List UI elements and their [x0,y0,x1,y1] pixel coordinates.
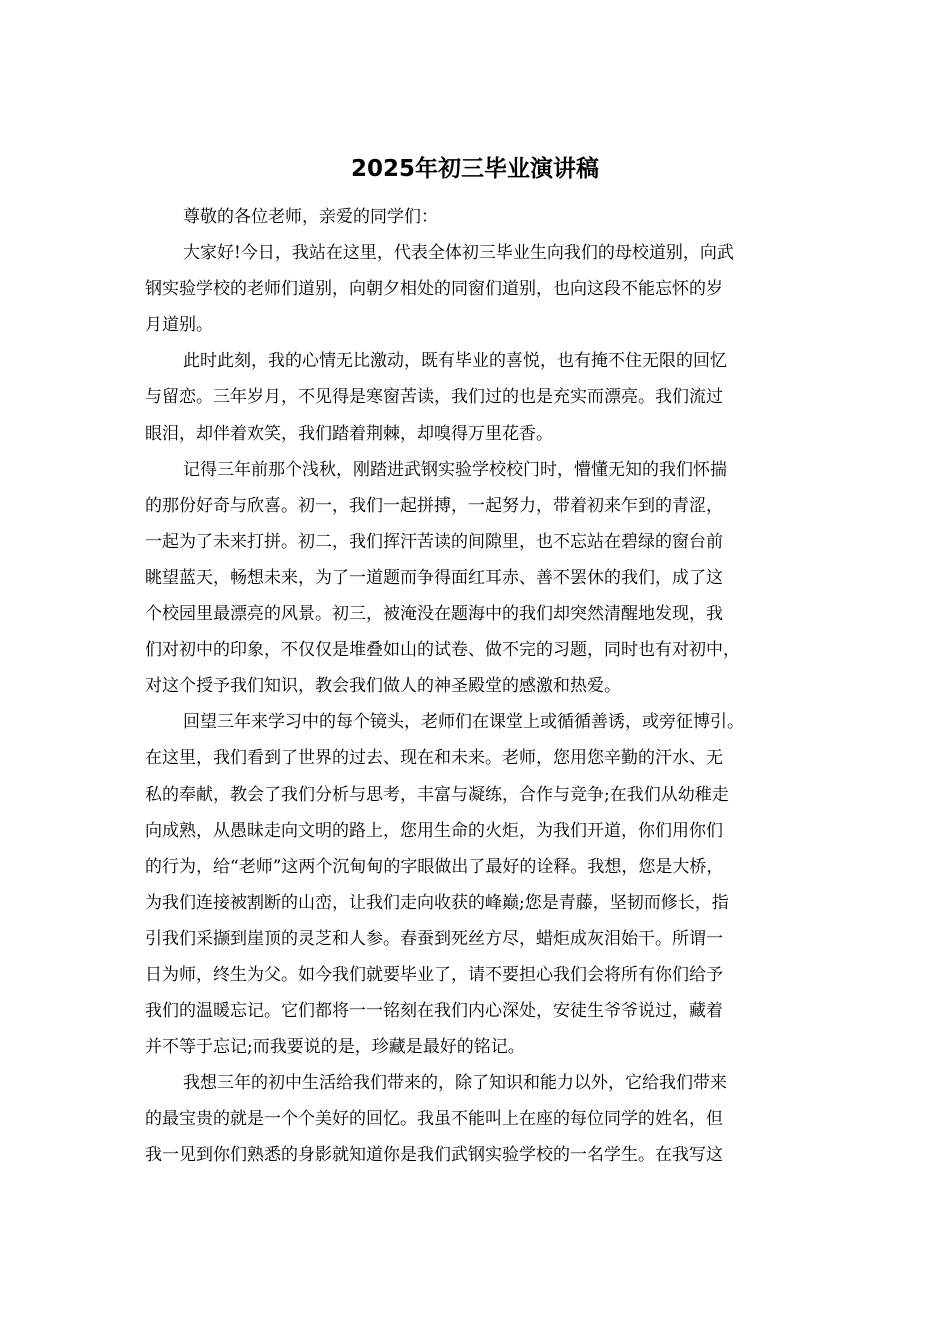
text-line: 对这个授予我们知识，教会我们做人的神圣殿堂的感激和热爱。 [145,676,621,697]
text-line: 一起为了未来打拼。初二，我们挥汗苦读的间隙里，也不忘站在碧绿的窗台前 [145,531,723,552]
text-line: 的行为，给“老师”这两个沉甸甸的字眼做出了最好的诠释。我想，您是大桥， [145,856,724,877]
text-line: 此时此刻，我的心情无比激动，既有毕业的喜悦，也有掩不住无限的回忆 [183,351,727,372]
text-line: 为我们连接被割断的山峦，让我们走向收获的峰巅;您是青藤，坚韧而修长，指 [145,892,729,913]
text-line: 与留恋。三年岁月，不见得是寒窗苦读，我们过的也是充实而漂亮。我们流过 [145,387,723,408]
text-line: 回望三年来学习中的每个镜头，老师们在课堂上或循循善诱，或旁征博引。 [183,712,744,733]
text-line: 日为师，终生为父。如今我们就要毕业了，请不要担心我们会将所有你们给予 [145,964,723,985]
text-line: 我们的温暖忘记。它们都将一一铭刻在我们内心深处，安徒生爷爷说过，藏着 [145,1001,723,1022]
text-line: 引我们采撷到崖顶的灵芝和人参。春蚕到死丝方尽，蜡炬成灰泪始干。所谓一 [145,928,723,949]
document-body [145,199,825,1174]
text-line: 的那份好奇与欣喜。初一，我们一起拼搏，一起努力，带着初来乍到的青涩， [145,495,723,516]
text-line: 们对初中的印象，不仅仅是堆叠如山的试卷、做不完的习题，同时也有对初中， [145,640,740,661]
text-line: 的最宝贵的就是一个个美好的回忆。我虽不能叫上在座的每位同学的姓名，但 [145,1109,723,1130]
text-line: 记得三年前那个浅秋，刚踏进武钢实验学校校门时，懵懂无知的我们怀揣 [183,459,727,480]
text-line: 钢实验学校的老师们道别，向朝夕相处的同窗们道别，也向这段不能忘怀的岁 [145,279,723,300]
text-line: 个校园里最漂亮的风景。初三，被淹没在题海中的我们却突然清醒地发现，我 [145,604,723,625]
text-line: 我想三年的初中生活给我们带来的，除了知识和能力以外，它给我们带来 [183,1073,727,1094]
text-line: 眼泪，却伴着欢笑，我们踏着荆棘，却嗅得万里花香。 [145,423,553,444]
text-line: 眺望蓝天，畅想未来，为了一道题而争得面红耳赤、善不罢休的我们，成了这 [145,567,723,588]
text-line: 大家好!今日，我站在这里，代表全体初三毕业生向我们的母校道别，向武 [183,243,734,264]
document-title: 2025年初三毕业演讲稿 [350,156,599,182]
text-line: 在这里，我们看到了世界的过去、现在和未来。老师，您用您辛勤的汗水、无 [145,748,723,769]
text-line: 我一见到你们熟悉的身影就知道你是我们武钢实验学校的一名学生。在我写这 [145,1145,723,1166]
text-line: 尊敬的各位老师，亲爱的同学们： [183,207,438,227]
text-line: 私的奉献，教会了我们分析与思考，丰富与凝练，合作与竞争;在我们从幼稚走 [145,784,729,805]
text-line: 并不等于忘记;而我要说的是，珍藏是最好的铭记。 [145,1037,525,1058]
text-line: 向成熟，从愚昧走向文明的路上，您用生命的火炬，为我们开道，你们用你们 [145,820,723,841]
text-line: 月道别。 [145,315,213,336]
